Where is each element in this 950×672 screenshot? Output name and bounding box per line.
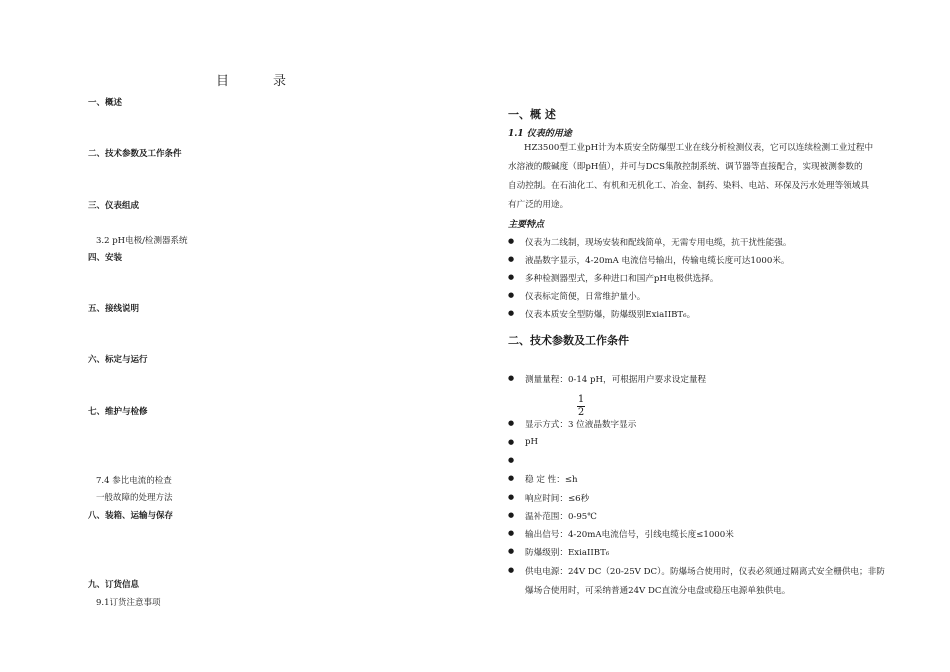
param-temp-compensation: ● 温补范围：0-95℃ <box>525 510 597 522</box>
toc-entry-wiring[interactable]: 五、接线说明 <box>88 304 140 314</box>
toc-entry-ordering[interactable]: 九、订货信息 <box>88 580 140 590</box>
toc-entry-ordering-notes[interactable]: 9.1订货注意事项 <box>96 598 161 608</box>
feature-item: ● 仪表标定简便，日常维护量小。 <box>525 290 645 302</box>
feature-item: ● 多种检测器型式，多种进口和国产pH电极供选择。 <box>525 272 718 284</box>
feature-item: ● 仪表为二线制，现场安装和配线简单，无需专用电缆，抗干扰性能强。 <box>525 236 791 248</box>
param-output-signal: ● 输出信号：4-20mA电流信号，引线电缆长度≤1000米 <box>525 528 734 540</box>
toc-entry-maintenance[interactable]: 七、维护与检修 <box>88 407 148 417</box>
toc-entry-fault-handling[interactable]: 一般故障的处理方法 <box>96 493 173 503</box>
purpose-line-1: HZ3500型工业pH计为本质安全防爆型工业在线分析检测仪表，它可以连续检测工业过程中 <box>524 143 874 153</box>
param-response-time: ● 响应时间：≤6秒 <box>525 492 589 504</box>
param-power-supply: ● 供电电源：24V DC（20-25V DC）。防爆场合使用时，仪表必须通过隔离式安全栅供电；非防 <box>525 565 885 577</box>
features-heading: 主要特点 <box>508 220 545 230</box>
toc-entry-reference-check[interactable]: 7.4 参比电流的检查 <box>96 476 172 486</box>
toc-entry-installation[interactable]: 四、安装 <box>88 253 123 263</box>
param-stability: ● 稳 定 性：≤h <box>525 473 578 485</box>
toc-entry-packing[interactable]: 八、装箱、运输与保存 <box>88 511 174 521</box>
purpose-line-4: 有广泛的用途。 <box>508 200 569 210</box>
purpose-line-2: 水溶液的酸碱度（即pH值），并可与DCS集散控制系统、调节器等直接配合，实现被测参数的 <box>508 162 863 172</box>
toc-entry-overview[interactable]: 一、概述 <box>88 98 123 108</box>
feature-item: ● 仪表本质安全型防爆，防爆级别ExiaIIBT₆。 <box>525 308 695 320</box>
purpose-line-3: 自动控制。在石油化工、有机和无机化工、冶金、制药、染料、电站、环保及污水处理等领域具 <box>508 181 869 191</box>
toc-entry-calibration[interactable]: 六、标定与运行 <box>88 355 148 365</box>
param-range: ● 测量量程：0-14 pH，可根据用户要求设定量程 <box>525 373 706 385</box>
section-2-heading: 二、技术参数及工作条件 <box>508 334 629 347</box>
toc-title <box>216 70 286 89</box>
toc-entry-components[interactable]: 三、仪表组成 <box>88 201 140 211</box>
toc-title-char-2: 录 <box>273 74 287 89</box>
param-power-supply-cont: 爆场合使用时，可采纳普通24V DC直流分电盘或稳压电源单独供电。 <box>525 586 791 596</box>
param-unit: ● pH <box>525 437 538 447</box>
fraction-denominator: 2 <box>577 407 585 418</box>
section-1-1-heading: 1.1 仪表的用途 <box>508 129 572 139</box>
fraction-numerator: 1 <box>577 394 585 405</box>
toc-title-char-1: 目 <box>216 74 230 89</box>
toc-entry-electrode-system[interactable]: 3.2 pH电极/检测器系统 <box>96 236 188 246</box>
param-display: ● 显示方式：3 位液晶数字显示 <box>525 418 636 430</box>
section-1-heading: 一、概 述 <box>508 108 556 121</box>
feature-item: ● 液晶数字显示，4-20mA 电流信号输出，传输电缆长度可达1000米。 <box>525 254 790 266</box>
param-explosion-grade: ● 防爆级别：ExiaIIBT₆ <box>525 546 609 558</box>
toc-entry-specs[interactable]: 二、技术参数及工作条件 <box>88 149 182 159</box>
display-digits-fraction <box>577 395 585 418</box>
